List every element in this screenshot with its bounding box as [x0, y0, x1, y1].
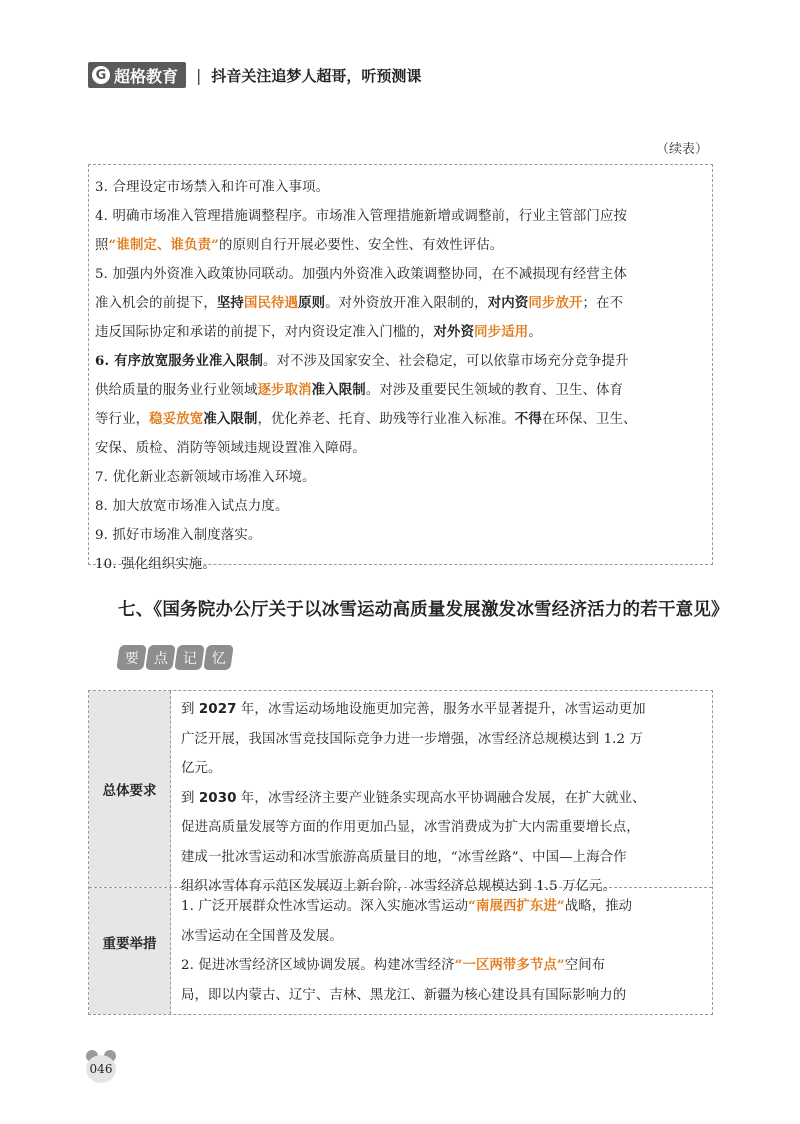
highlight-text: 稳妥放宽 [149, 411, 204, 427]
text-segment: 建成一批冰雪运动和冰雪旅游高质量目的地，“冰雪丝路”、中国—上海合作 [181, 849, 627, 865]
text-segment: 。 [528, 325, 542, 340]
text-segment: 5. 加强内外资准入政策协同联动。加强内外资准入政策调整协同，在不减损现有经营主体 [95, 267, 628, 282]
text-line [95, 202, 706, 231]
text-segment: 的原则自行开展必要性、安全性、有效性评估。 [219, 238, 504, 253]
text-line [95, 463, 706, 492]
text-segment: 组织冰雪体育示范区发展迈上新台阶，冰雪经济总规模达到 1.5 万亿元。 [181, 879, 617, 894]
text-segment: 到 [181, 790, 199, 806]
text-segment: 3. 合理设定市场禁入和许可准入事项。 [95, 180, 330, 195]
text-segment: 促进高质量发展等方面的作用更加凸显，冰雪消费成为扩大内需重要增长点， [181, 820, 640, 835]
header-slogan: 抖音关注追梦人超哥，听预测课 [211, 66, 422, 85]
text-line [181, 951, 702, 981]
text-line [95, 405, 706, 434]
logo-g-icon: G [92, 66, 110, 84]
ice-snow-economy-table [88, 690, 713, 1015]
bold-text: 2030 [198, 790, 237, 806]
text-segment: 空间布 [564, 958, 606, 973]
bold-text: 准入限制 [311, 382, 366, 398]
text-segment: 2. 促进冰雪经济区域协调发展。构建冰雪经济 [181, 958, 455, 973]
key-points-tag-char [174, 645, 205, 670]
text-segment: ，优化养老、托育、助残等行业准入标准。 [257, 412, 515, 427]
page-number: 046 [86, 1055, 116, 1083]
text-segment: 。对外资放开准入限制的， [325, 296, 488, 311]
text-line [181, 695, 702, 725]
tag-char: 要 [124, 650, 139, 667]
table-row [89, 888, 712, 1014]
continued-table-note: （续表） [655, 142, 708, 157]
text-segment: 10. 强化组织实施。 [95, 557, 216, 572]
key-points-tag [118, 645, 232, 670]
text-line [95, 318, 706, 347]
text-line [181, 754, 702, 784]
highlight-text: 同步放开 [528, 295, 583, 311]
text-segment: 。对涉及重要民生领域的教育、卫生、体育 [365, 383, 624, 398]
key-points-tag-char [116, 645, 147, 670]
text-segment: 亿元。 [181, 761, 222, 776]
brand-logo [88, 62, 186, 88]
page-header [88, 62, 421, 88]
text-segment: 广泛开展，我国冰雪竞技国际竞争力进一步增强，冰雪经济总规模达到 1.2 万 [181, 731, 644, 747]
text-segment: 年，冰雪经济主要产业链条实现高水平协调融合发展，在扩大就业、 [236, 790, 646, 806]
text-line [95, 434, 706, 463]
section-title: 七、《国务院办公厅关于以冰雪运动高质量发展激发冰雪经济活力的若干意见》 [118, 600, 729, 620]
highlight-text: “谁制定、谁负责” [108, 237, 220, 253]
text-line [181, 784, 702, 814]
header-separator: | [196, 65, 202, 85]
text-line [95, 376, 706, 405]
text-segment: 违反国际协定和承诺的前提下，对内资设定准入门槛的， [95, 325, 434, 340]
text-segment: 。对不涉及国家安全、社会稳定，可以依靠市场充分竞争提升 [263, 354, 629, 369]
highlight-text: 同步适用 [474, 324, 529, 340]
row-label: 总体要求 [89, 691, 171, 887]
text-line [181, 725, 702, 755]
bold-text: 不得 [514, 411, 542, 427]
text-segment: 安保、质检、消防等领域违规设置准入障碍。 [95, 441, 366, 456]
bold-text: 2027 [198, 702, 237, 717]
highlight-text: “南展西扩东进” [468, 898, 565, 914]
bold-text: 6. 有序放宽服务业准入限制 [95, 353, 264, 369]
bold-text: 坚持 [216, 295, 244, 311]
text-segment: 1. 广泛开展群众性冰雪运动。深入实施冰雪运动 [181, 899, 469, 914]
row-label: 重要举措 [89, 888, 171, 1014]
text-segment: 冰雪运动在全国普及发展。 [181, 928, 343, 944]
text-segment: 局，即以内蒙古、辽宁、吉林、黑龙江、新疆为核心建设具有国际影响力的 [181, 987, 627, 1003]
text-line [181, 981, 702, 1011]
text-line [95, 173, 706, 202]
table-row [89, 691, 712, 894]
highlight-text: 逐步取消 [257, 382, 312, 398]
text-segment: 9. 抓好市场准入制度落实。 [95, 528, 262, 543]
row-content [171, 691, 712, 894]
text-segment: 供给质量的服务业行业领域 [95, 383, 258, 398]
key-points-tag-char [203, 645, 234, 670]
text-line [181, 892, 702, 922]
text-segment: 4. 明确市场准入管理措施调整程序。市场准入管理措施新增或调整前，行业主管部门应按 [95, 209, 628, 224]
logo-text: 超格教育 [114, 66, 179, 86]
text-line [95, 289, 706, 318]
bold-text: 对外资 [433, 324, 475, 340]
text-line [181, 922, 702, 952]
highlight-text: 国民待遇 [243, 295, 299, 311]
text-segment: 等行业， [95, 412, 150, 427]
bold-text: 对内资 [487, 295, 529, 311]
text-segment: 年，冰雪运动场地设施更加完善，服务水平显著提升，冰雪运动更加 [236, 702, 646, 717]
page-number-badge [84, 1050, 118, 1084]
text-segment: 7. 优化新业态新领域市场准入环境。 [95, 470, 316, 485]
key-points-tag-char [145, 645, 176, 670]
text-segment: 战略，推动 [564, 899, 633, 914]
market-access-measures-box [88, 164, 713, 572]
text-line [95, 231, 706, 260]
text-segment: 在环保、卫生、 [541, 412, 637, 427]
highlight-text: “一区两带多节点” [454, 957, 565, 973]
row-content [171, 888, 712, 1014]
text-line [95, 347, 706, 376]
text-line [95, 521, 706, 550]
text-segment: 8. 加大放宽市场准入试点力度。 [95, 499, 289, 514]
text-segment: 准入机会的前提下， [95, 296, 217, 311]
text-line [95, 260, 706, 289]
text-segment: ；在不 [582, 296, 624, 311]
text-line [181, 843, 702, 873]
text-segment: 照 [95, 238, 109, 253]
text-segment: 到 [181, 702, 199, 717]
text-line [95, 492, 706, 521]
text-line [95, 550, 706, 579]
tag-char: 忆 [211, 650, 226, 667]
text-line [181, 813, 702, 843]
bold-text: 准入限制 [203, 411, 258, 427]
tag-char: 记 [182, 650, 197, 667]
bold-text: 原则 [298, 295, 326, 311]
tag-char: 点 [153, 650, 168, 667]
